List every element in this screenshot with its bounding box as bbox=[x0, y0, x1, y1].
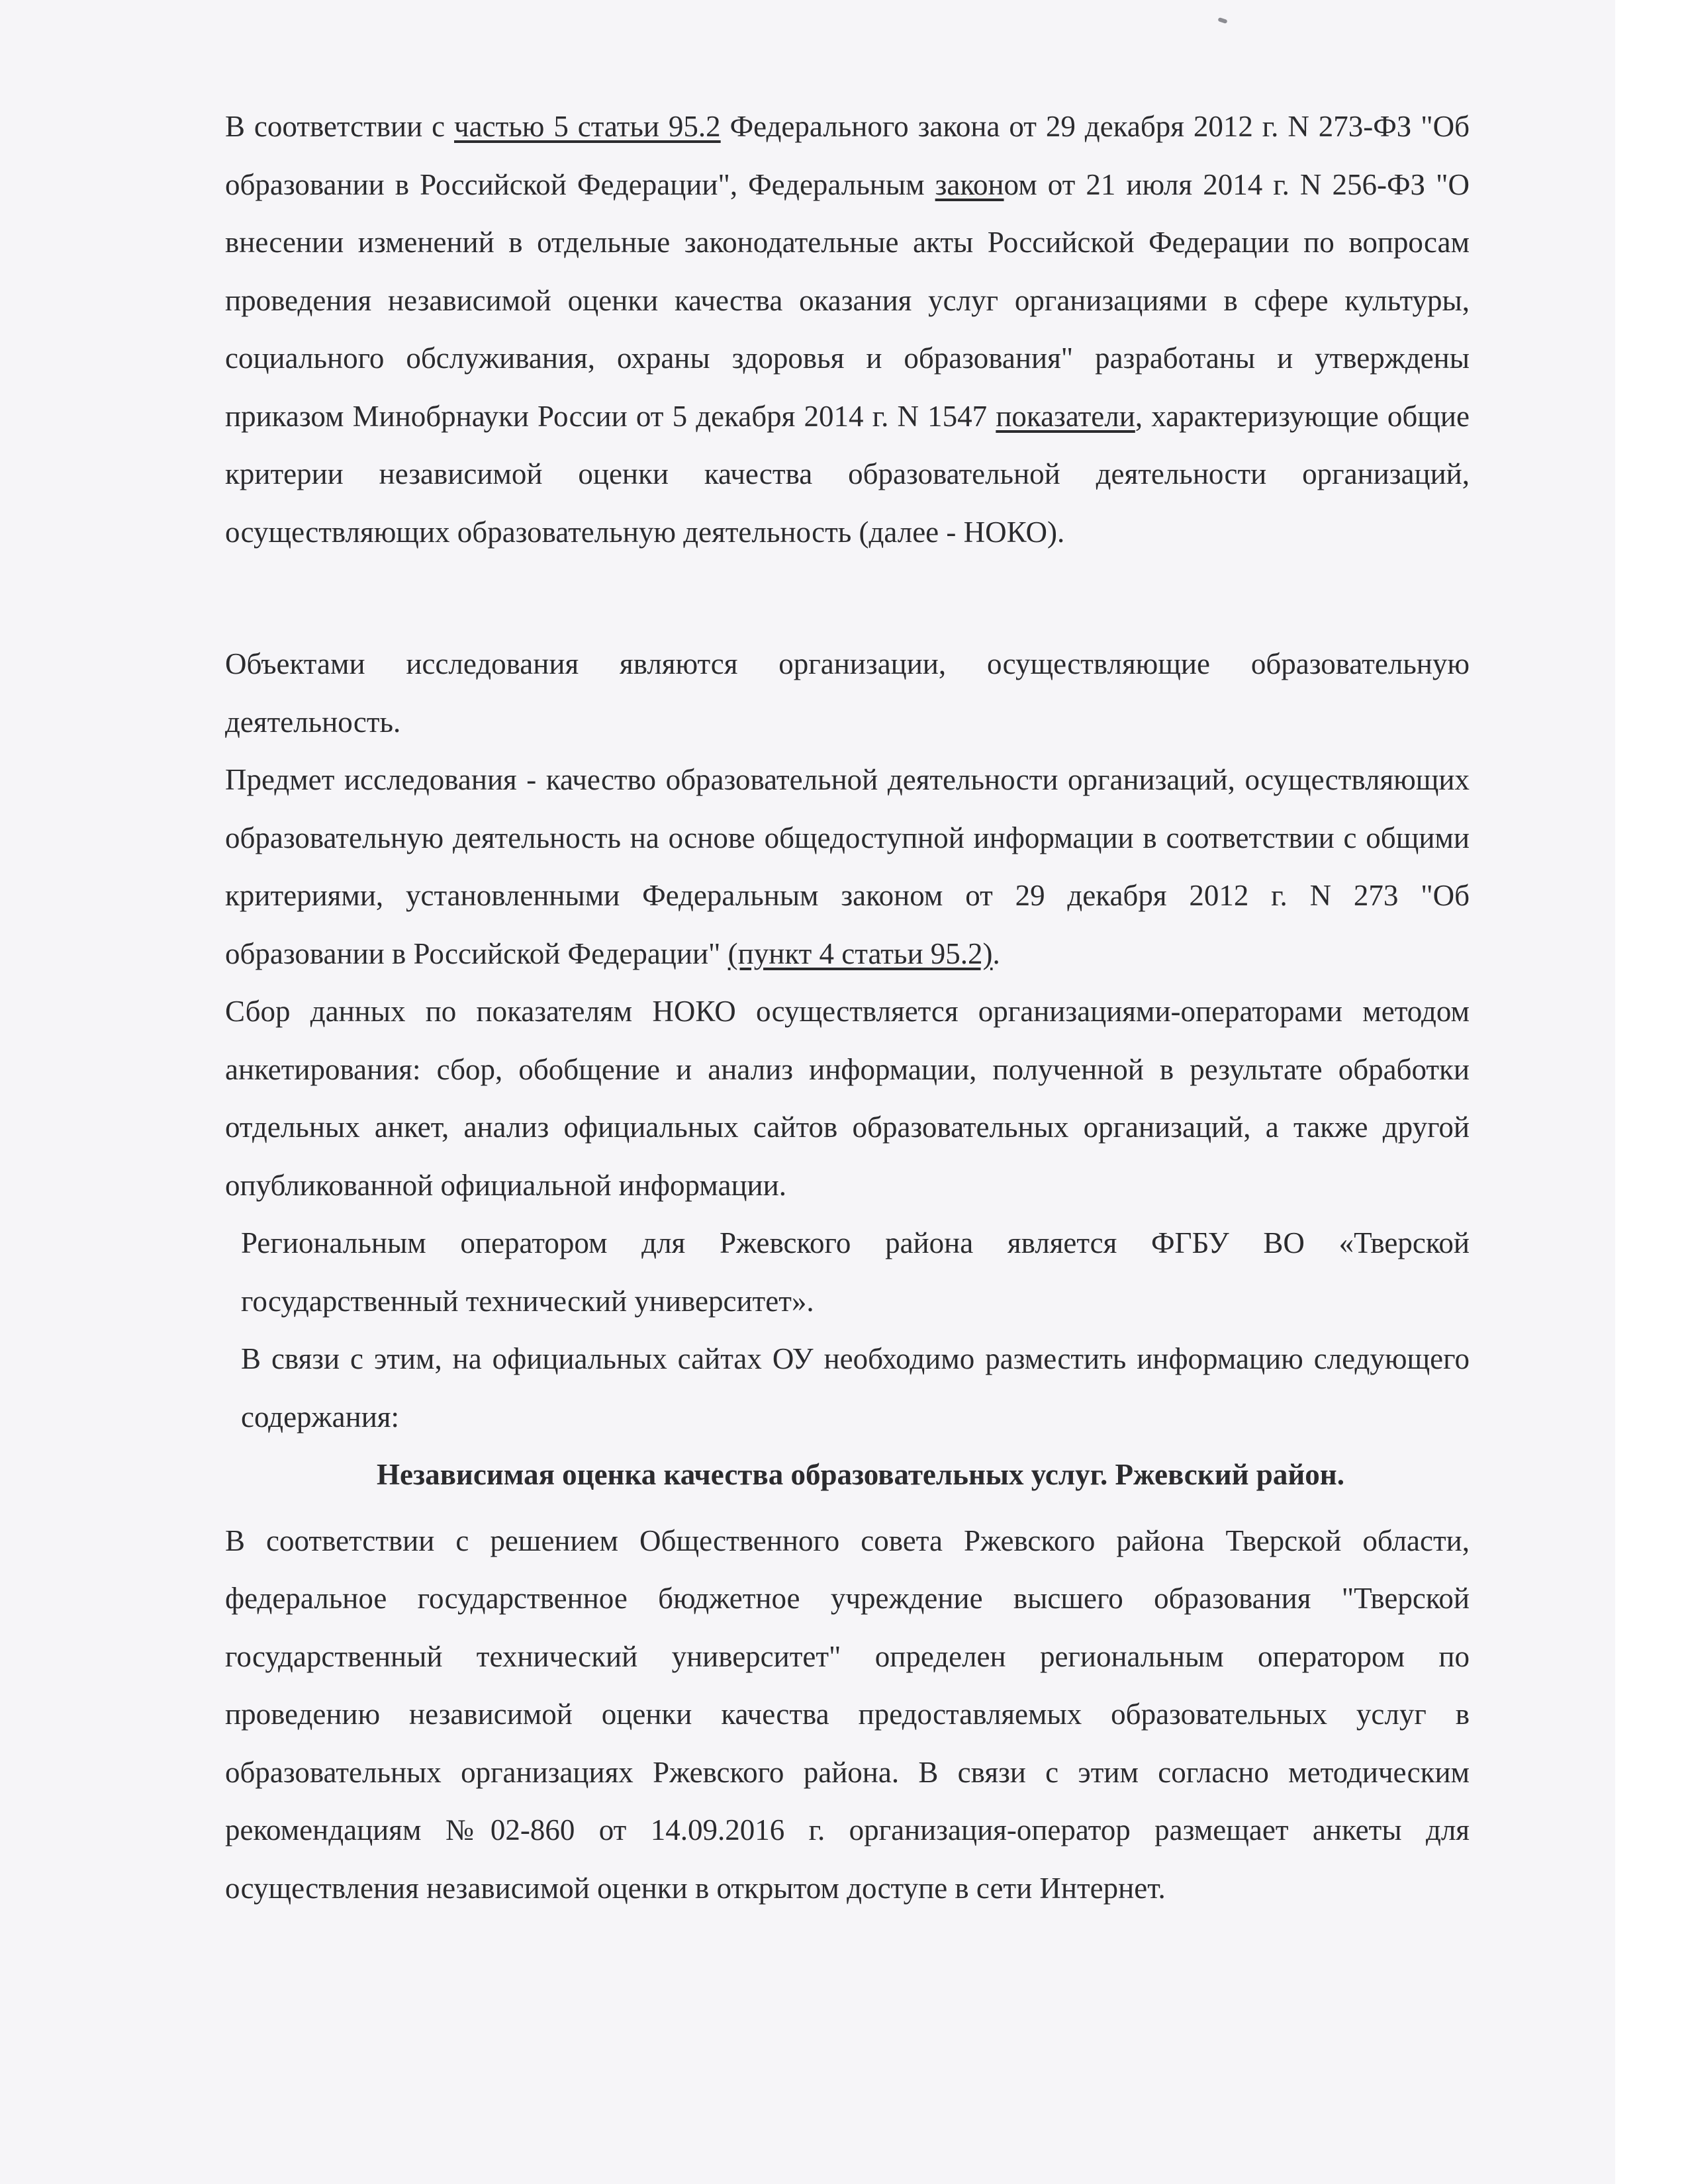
paragraph-council-decision: В соответствии с решением Общественного совета Ржевского района Тверской области, федеральное государственное бюджетное учреждение высшего образования "Тверской государственный технический университет" определен региональным оператором по проведению независимой оценки качества предоставляемых образовательных услуг в образовательных организациях Ржевского района. В связи с этим согласно методическим рекомендациям №02-860 от 14.09.2016 г. организация-оператор размещает анкеты для осуществления независимой оценки в открытом доступе в сети Интернет. bbox=[225, 1524, 1470, 1905]
paragraph-data-collection: Сбор данных по показателям НОКО осуществляется организациями-операторами методом анкетирования: сбор, обобщение и анализ информации, полученной в результате обработки отдельных анкет, анализ официальных сайтов образовательных организаций, а также другой опубликованной официальной информации. bbox=[225, 995, 1470, 1202]
page-margin bbox=[1615, 0, 1688, 2184]
paragraph-regional-operator: Региональным оператором для Ржевского района является ФГБУ ВО «Тверской государственный технический университет». bbox=[241, 1226, 1470, 1318]
paragraph-website-instruction: В связи с этим, на официальных сайтах ОУ необходимо разместить информацию следующего содержания: bbox=[241, 1342, 1470, 1433]
text-run: , характеризующие общие критерии независимой оценки качества образовательной деятельности организаций, осуществляющих образовательную деятельность (далее - НОКО). bbox=[225, 399, 1470, 549]
paragraph-research-subject bbox=[225, 751, 1470, 983]
text-run: . bbox=[992, 936, 1000, 970]
text-run: ом от 21 июля 2014 г. N 256-ФЗ "О внесении изменений в отдельные законодательные акты Российской Федерации по вопросам проведения независимой оценки качества оказания услуг организациями в сфере культуры, социального обслуживания, охраны здоровья и образования" разработаны и утверждены приказом Минобрнауки России от 5 декабря 2014 г. N 1547 bbox=[225, 167, 1470, 433]
paragraph-gap bbox=[225, 561, 1470, 635]
clause-reference-link[interactable]: (пункт 4 статьи 95.2) bbox=[727, 936, 993, 970]
section-heading: Независимая оценка качества образовательных услуг. Ржевский район. bbox=[377, 1458, 1344, 1491]
indicators-link[interactable]: показатели bbox=[996, 399, 1135, 433]
text-run: В соответствии с bbox=[225, 110, 455, 143]
text-run: Федерального закона от 29 декабря 2012 г. N 273-ФЗ "Об образовании в Российской Федерации", Федеральным bbox=[225, 110, 1470, 201]
document-body bbox=[225, 98, 1470, 1917]
law-reference-link[interactable]: частью 5 статьи 95.2 bbox=[454, 110, 721, 143]
scan-speck bbox=[1217, 17, 1227, 24]
text-run: Предмет исследования - качество образовательной деятельности организаций, осуществляющих образовательную деятельность на основе общедоступной информации в соответствии с общими критериями, установленными Федеральным законом от 29 декабря 2012 г. N 273 "Об образовании в Российской Федерации" bbox=[225, 763, 1470, 970]
paragraph-legal-basis bbox=[225, 98, 1470, 561]
paragraph-research-objects: Объектами исследования являются организации, осуществляющие образовательную деятельность. bbox=[225, 647, 1470, 739]
federal-law-link[interactable]: закон bbox=[935, 167, 1004, 201]
